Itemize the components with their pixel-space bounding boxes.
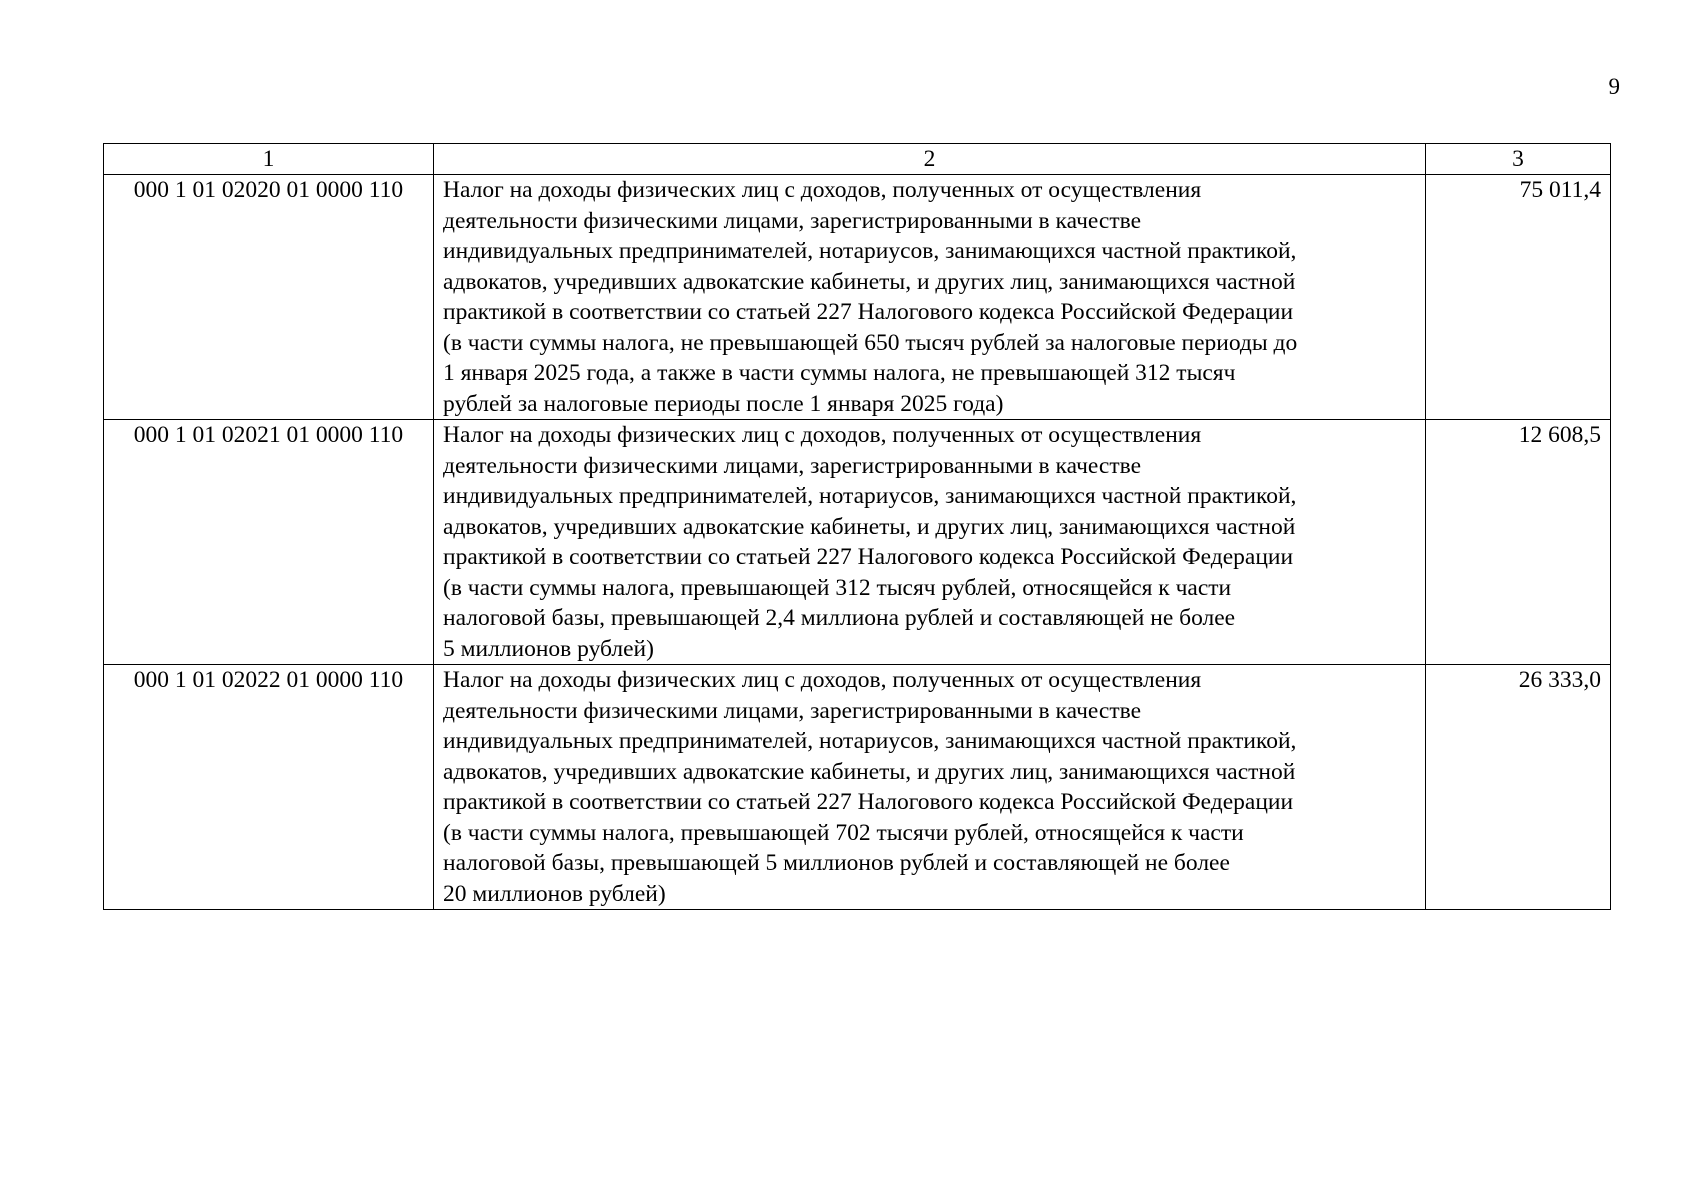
column-header-2: 2 [434, 144, 1426, 175]
description-line: практикой в соответствии со статьей 227 Налогового кодекса Российской Федерации [443, 544, 1294, 570]
description-line: Налог на доходы физических лиц с доходов, полученных от осуществления [443, 177, 1202, 203]
budget-classification-code: 000 1 01 02021 01 0000 110 [104, 420, 434, 665]
description-line: деятельности физическими лицами, зарегистрированными в качестве [443, 452, 1142, 479]
description-line: адвокатов, учредивших адвокатские кабинеты, и других лиц, занимающихся частной [443, 758, 1296, 785]
column-header-3: 3 [1426, 144, 1611, 175]
table-row [104, 665, 1611, 910]
revenue-description [434, 420, 1426, 665]
description-line: Налог на доходы физических лиц с доходов, полученных от осуществления [443, 667, 1202, 693]
table-header-row [104, 144, 1611, 175]
description-line: практикой в соответствии со статьей 227 Налогового кодекса Российской Федерации [443, 299, 1294, 325]
amount-value: 75 011,4 [1426, 175, 1611, 420]
table-row [104, 420, 1611, 665]
revenue-description [434, 175, 1426, 420]
description-line: (в части суммы налога, не превышающей 650 тысяч рублей за налоговые периоды до [443, 329, 1298, 356]
budget-classification-code: 000 1 01 02020 01 0000 110 [104, 175, 434, 420]
column-header-1: 1 [104, 144, 434, 175]
description-line: индивидуальных предпринимателей, нотариусов, занимающихся частной практикой, [443, 483, 1297, 509]
description-line: деятельности физическими лицами, зарегистрированными в качестве [443, 207, 1142, 234]
budget-revenue-table [103, 143, 1611, 910]
description-line: рублей за налоговые периоды после 1 января 2025 года) [443, 390, 1004, 417]
description-line: налоговой базы, превышающей 5 миллионов рублей и составляющей не более [443, 850, 1230, 876]
description-line: деятельности физическими лицами, зарегистрированными в качестве [443, 697, 1142, 724]
amount-value: 26 333,0 [1426, 665, 1611, 910]
description-line: Налог на доходы физических лиц с доходов, полученных от осуществления [443, 422, 1202, 448]
description-line: 20 миллионов рублей) [443, 880, 666, 907]
table-row [104, 175, 1611, 420]
revenue-description [434, 665, 1426, 910]
amount-value: 12 608,5 [1426, 420, 1611, 665]
description-line: индивидуальных предпринимателей, нотариусов, занимающихся частной практикой, [443, 238, 1297, 264]
page-number: 9 [1608, 74, 1620, 99]
description-line: индивидуальных предпринимателей, нотариусов, занимающихся частной практикой, [443, 728, 1297, 754]
description-line: 5 миллионов рублей) [443, 635, 654, 662]
description-line: (в части суммы налога, превышающей 312 тысяч рублей, относящейся к части [443, 574, 1232, 601]
description-line: налоговой базы, превышающей 2,4 миллиона рублей и составляющей не более [443, 605, 1236, 631]
description-line: практикой в соответствии со статьей 227 Налогового кодекса Российской Федерации [443, 789, 1294, 815]
description-line: 1 января 2025 года, а также в части суммы налога, не превышающей 312 тысяч [443, 360, 1236, 386]
description-line: адвокатов, учредивших адвокатские кабинеты, и других лиц, занимающихся частной [443, 513, 1296, 540]
description-line: (в части суммы налога, превышающей 702 тысячи рублей, относящейся к части [443, 819, 1244, 846]
budget-classification-code: 000 1 01 02022 01 0000 110 [104, 665, 434, 910]
description-line: адвокатов, учредивших адвокатские кабинеты, и других лиц, занимающихся частной [443, 268, 1296, 295]
